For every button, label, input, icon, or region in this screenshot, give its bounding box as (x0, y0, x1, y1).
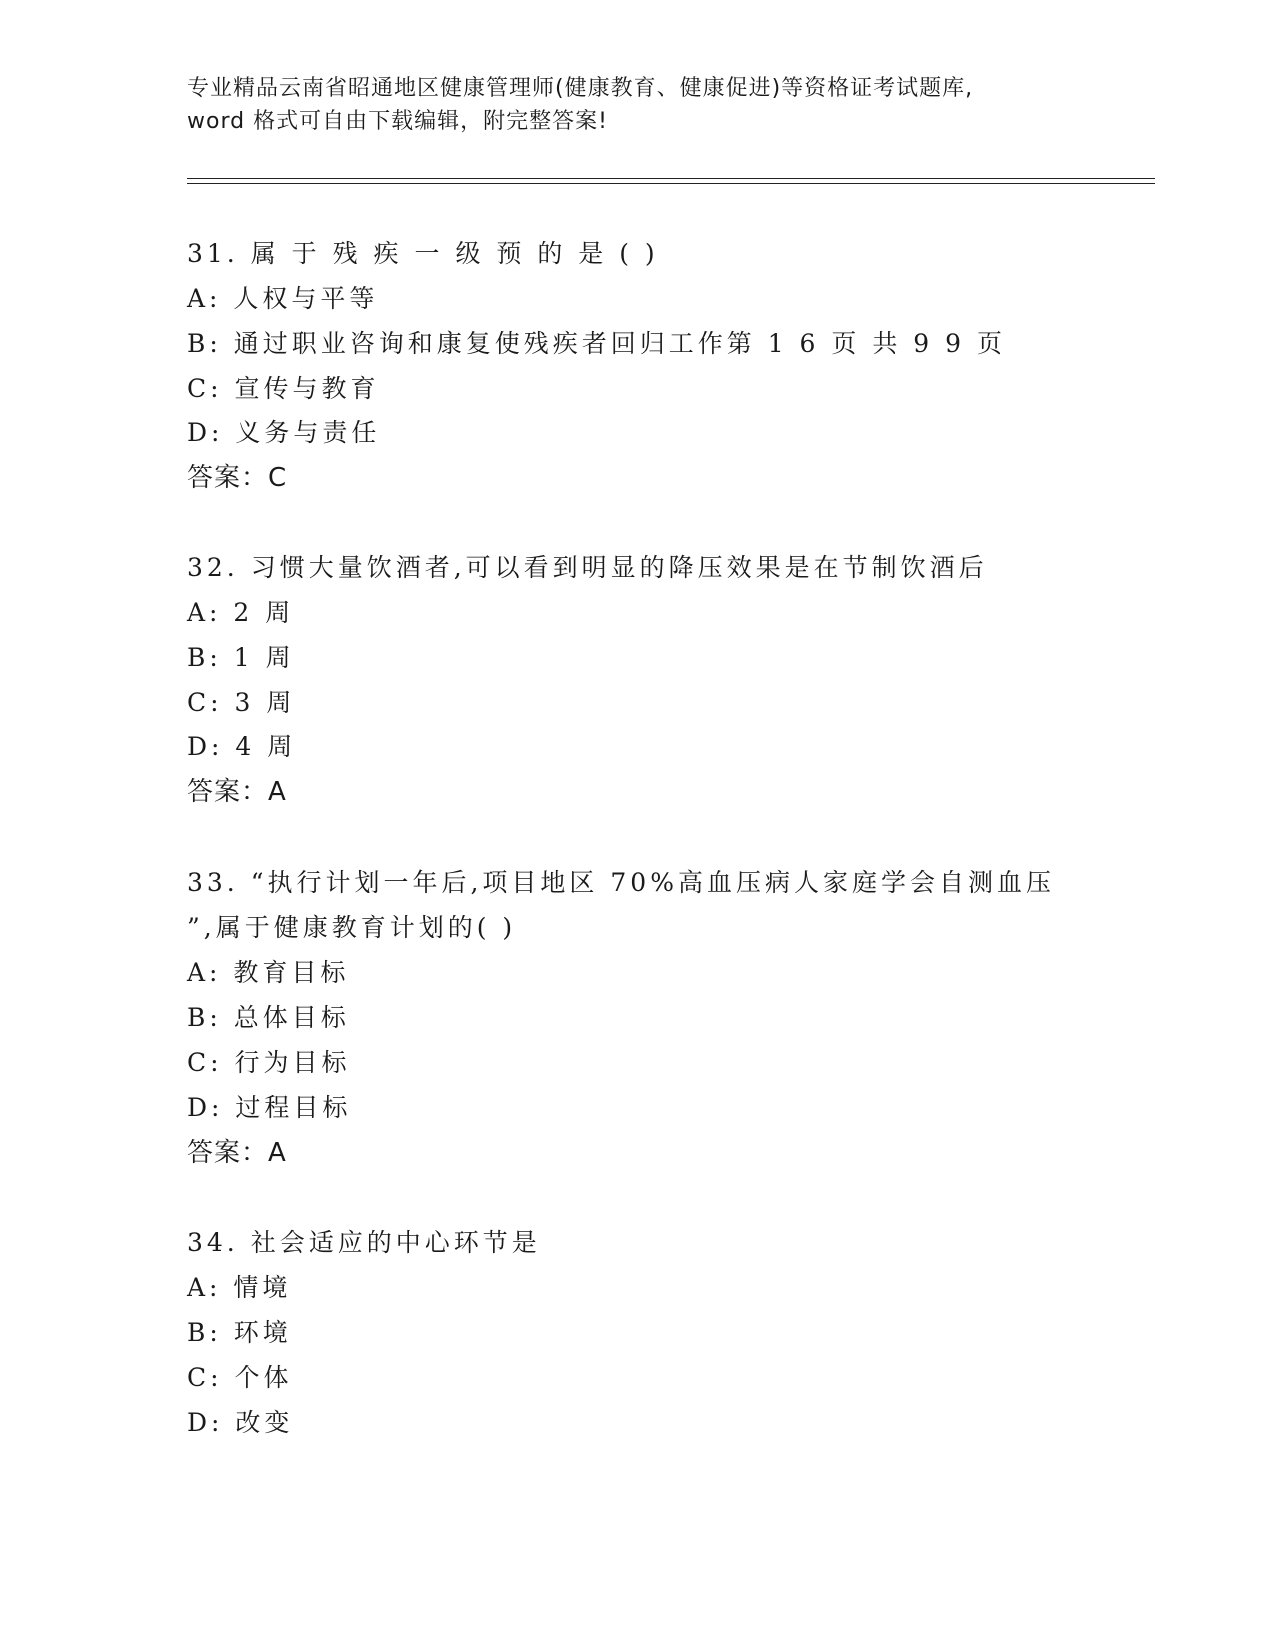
question-31-option-a: A: 人权与平等 (187, 284, 379, 313)
question-32-stem: 32. 习惯大量饮酒者,可以看到明显的降压效果是在节制饮酒后 (187, 553, 988, 582)
question-31-option-d: D: 义务与责任 (187, 418, 381, 447)
question-31-option-c: C: 宣传与教育 (187, 374, 380, 403)
question-33-option-b: B: 总体目标 (187, 1003, 350, 1032)
document-header (187, 72, 1087, 138)
question-33-stem-line-2: ”,属于健康教育计划的( ) (187, 913, 517, 942)
question-33-stem-line-1: 33. “执行计划一年后,项目地区 70%高血压病人家庭学会自测血压 (187, 868, 1055, 897)
question-33-option-d: D: 过程目标 (187, 1093, 352, 1122)
header-divider-top (187, 178, 1155, 179)
header-line-1: 专业精品云南省昭通地区健康管理师(健康教育、健康促进)等资格证考试题库, (187, 76, 974, 101)
question-34-option-c: C: 个体 (187, 1363, 293, 1392)
question-33-option-a: A: 教育目标 (187, 958, 350, 987)
question-34-stem: 34. 社会适应的中心环节是 (187, 1228, 541, 1257)
question-31-stem: 31. 属 于 残 疾 一 级 预 的 是 ( ) (187, 239, 659, 268)
question-33-option-c: C: 行为目标 (187, 1048, 351, 1077)
question-33-answer: 答案：A (187, 1138, 287, 1168)
question-32-option-a: A: 2 周 (187, 598, 295, 627)
header-divider-bottom (187, 183, 1155, 184)
header-line-2: word 格式可自由下载编辑，附完整答案! (187, 109, 608, 134)
question-32-answer: 答案：A (187, 777, 287, 807)
question-31-option-b: B: 通过职业咨询和康复使残疾者回归工作第 1 6 页 共 9 9 页 (187, 329, 1006, 358)
question-32-option-c: C: 3 周 (187, 688, 296, 717)
question-32-option-d: D: 4 周 (187, 732, 297, 761)
question-31-answer: 答案：C (187, 463, 288, 493)
question-34-option-d: D: 改变 (187, 1408, 294, 1437)
question-34-option-b: B: 环境 (187, 1318, 292, 1347)
question-34-option-a: A: 情境 (187, 1273, 292, 1302)
question-32-option-b: B: 1 周 (187, 643, 295, 672)
